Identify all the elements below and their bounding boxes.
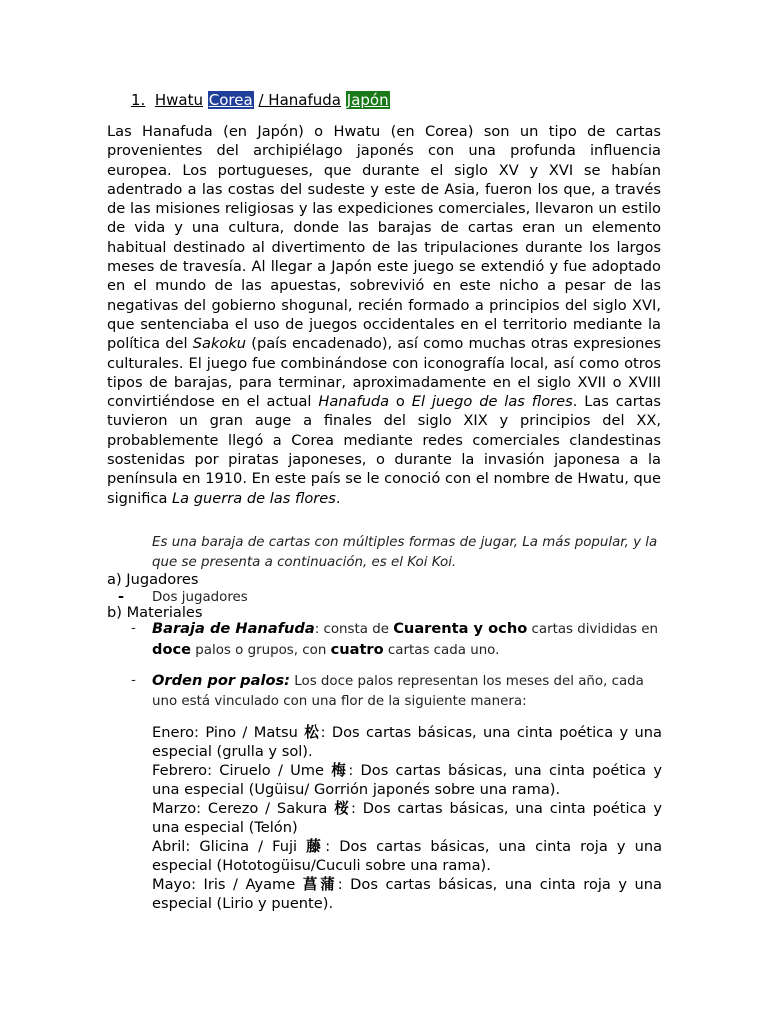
jugadores-item: Dos jugadores (152, 590, 248, 605)
orden-item (152, 671, 662, 712)
month-desc: : Dos cartas básicas, una cinta roja y una especial (Hototogüisu/Cuculi sobre una rama). (152, 838, 663, 874)
month-enero (152, 723, 662, 761)
paragraph-text-4: . Las cartas tuvieron un gran auge a finales del siglo XIX y principios del XX, probablemente llegó a Corea mediante redes comerciales clandestinas sostenidas por piratas japoneses, o durante la invasión japonesa a la península en 1910. En este país se le conoció con el nombre de Hwatu, que significa (107, 393, 661, 507)
heading-number: 1. (131, 91, 146, 109)
paragraph-guerra-flores: La guerra de las flores (172, 489, 336, 507)
orden-title: Orden por palos: (152, 672, 291, 689)
baraja-doce: doce (152, 641, 192, 658)
paragraph-text-1: Las Hanafuda (en Japón) o Hwatu (en Corea) son un tipo de cartas provenientes del archipiélago japonés con una profunda influencia europea. Los portugueses, que durante el siglo XV y XVI se habían adentrado a las costas del sudeste y este de Asia, fueron los que, a través de las misiones religiosas y las expediciones comerciales, llevaron un estilo de vida y una cultura, donde las barajas de cartas eran un elemento habitual destinado al divertimento de las tripulaciones durante los largos meses de travesía. Al llegar a Japón este juego se extendió y fue adoptado en el mundo de las apuestas, sobrevivió en este nicho a pesar de las negativas del gobierno shogunal, recién formado a principios del siglo XVI, que sentenciaba el uso de juegos occidentales en el territorio mediante la política del (107, 123, 661, 353)
month-mayo (152, 875, 662, 913)
month-febrero (152, 761, 662, 799)
months-list (152, 723, 662, 913)
paragraph-text-3: o (389, 393, 405, 411)
month-kanji: 菖蒲 (302, 876, 338, 893)
heading-corea-highlight: Corea (208, 91, 253, 109)
baraja-dash: - (131, 621, 136, 636)
month-name: Enero: Pino / Matsu (152, 724, 298, 741)
month-name: Abril: Glicina / Fuji (152, 838, 298, 855)
month-kanji: 松 (304, 724, 321, 741)
baraja-cuatro: cuatro (330, 641, 384, 658)
month-desc: : Dos cartas básicas, una cinta poética y una especial (Telón) (152, 800, 662, 836)
month-name: Febrero: Ciruelo / Ume (152, 762, 324, 779)
month-name: Marzo: Cerezo / Sakura (152, 800, 328, 817)
baraja-text-4: cartas cada uno. (383, 643, 500, 658)
month-name: Mayo: Iris / Ayame (152, 876, 296, 893)
section-heading (131, 90, 390, 110)
month-kanji: 梅 (331, 762, 349, 779)
month-kanji: 桜 (334, 800, 352, 817)
paragraph-juego-flores: El juego de las flores (411, 393, 573, 411)
orden-text: Los doce palos representan los meses del año, cada uno está vinculado con una flor de la siguiente manera: (152, 674, 644, 709)
heading-hanafuda: / Hanafuda (258, 91, 341, 109)
month-marzo (152, 799, 662, 837)
baraja-text-3: palos o grupos, con (191, 643, 331, 658)
orden-dash: - (131, 673, 136, 688)
heading-hwatu: Hwatu (154, 91, 203, 109)
paragraph-hanafuda: Hanafuda (318, 393, 390, 411)
jugadores-dash: - (118, 588, 125, 605)
koikoi-intro: Es una baraja de cartas con múltiples formas de jugar, La más popular, y la que se presenta a continuación, es el Koi Koi. (152, 535, 658, 570)
month-desc: : Dos cartas básicas, una cinta roja y una especial (Lirio y puente). (152, 876, 662, 912)
baraja-text-1: : consta de (314, 622, 394, 637)
label-jugadores: a) Jugadores (107, 571, 199, 588)
paragraph-sakoku: Sakoku (192, 335, 247, 353)
month-desc: : Dos cartas básicas, una cinta poética y una especial (grulla y sol). (152, 724, 662, 760)
baraja-cuarenta: Cuarenta y ocho (393, 620, 528, 637)
month-kanji: 藤 (306, 838, 326, 855)
intro-paragraph (107, 122, 661, 508)
month-abril (152, 837, 662, 875)
heading-japon-highlight: Japón (346, 91, 389, 109)
baraja-item (152, 619, 662, 661)
paragraph-text-5: . (335, 489, 341, 507)
label-materiales: b) Materiales (107, 604, 203, 621)
paragraph-text-2: (país encadenado), así como muchas otras expresiones culturales. El juego fue combinándose con iconografía local, así como otros tipos de barajas, para terminar, aproximadamente en el siglo XVII o XVIII convirtiéndose en el actual (107, 335, 662, 411)
baraja-title: Baraja de Hanafuda (152, 620, 315, 637)
baraja-text-2: cartas divididas en (527, 622, 659, 637)
month-desc: : Dos cartas básicas, una cinta poética y una especial (Ugüisu/ Gorrión japonés sobre una rama). (152, 762, 662, 798)
